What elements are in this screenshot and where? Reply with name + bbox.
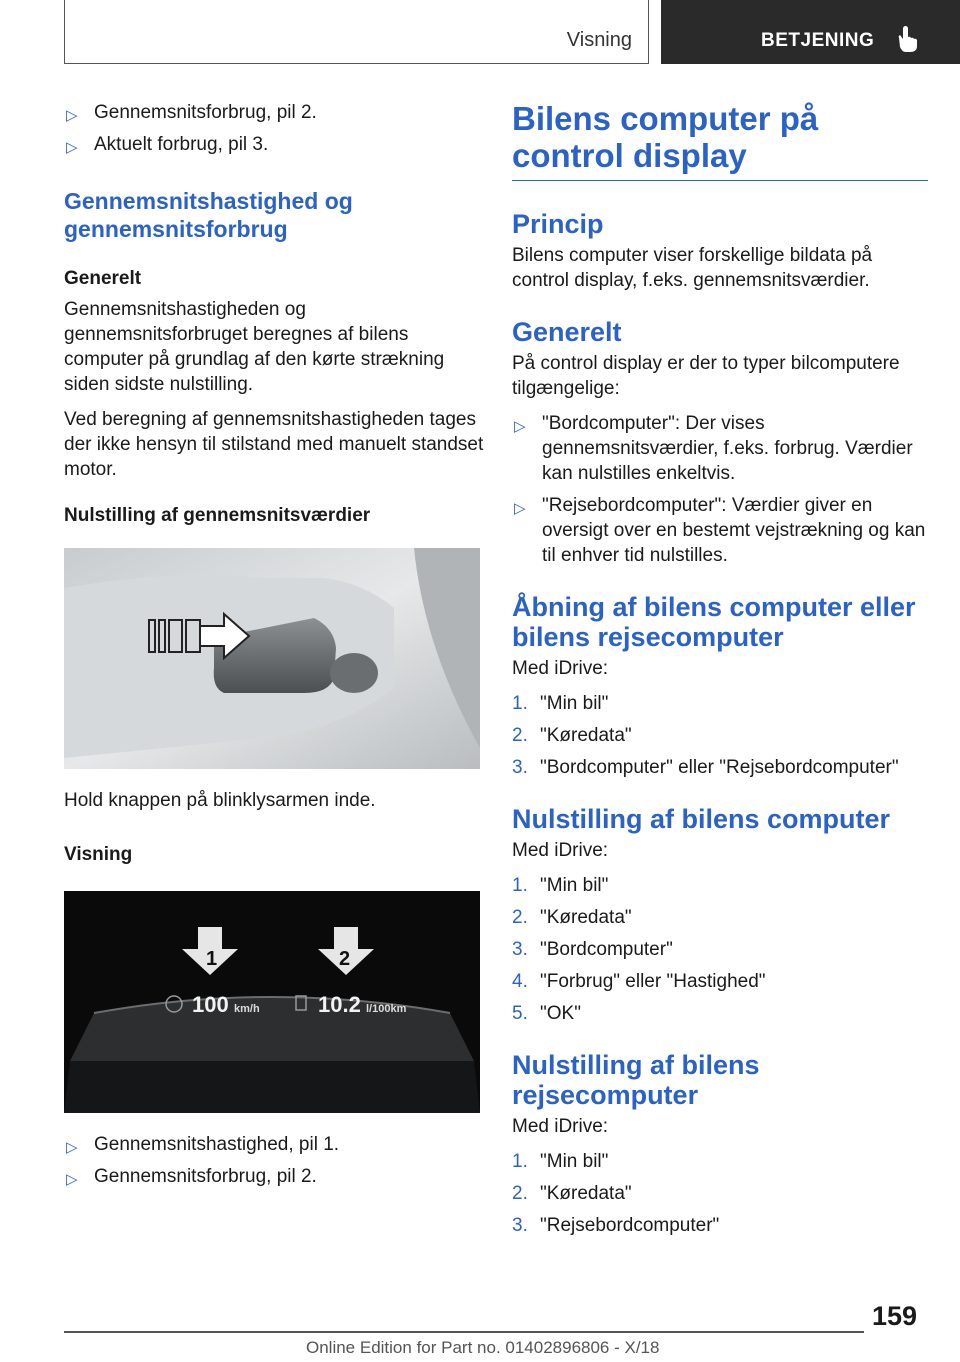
list-item: 4. "Forbrug" eller "Hastighed" <box>512 971 766 992</box>
header-section-title: Visning <box>566 29 632 51</box>
list-item: 2. "Køredata" <box>512 725 632 746</box>
section-heading: Nulstilling af bilens computer <box>512 804 891 834</box>
list-item: 2. "Køredata" <box>512 1183 632 1204</box>
list-item: 1. "Min bil" <box>512 1151 609 1172</box>
footer-edition: Online Edition for Part no. 01402896806 - X/18 <box>306 1338 660 1357</box>
subheading: Visning <box>64 844 133 865</box>
footer-divider <box>64 1331 864 1333</box>
list-item: 1. "Min bil" <box>512 875 609 896</box>
subheading: Nulstilling af gennemsnitsværdier <box>64 505 371 526</box>
consumption-unit: l/100km <box>366 1003 407 1015</box>
instrument-display-image <box>64 891 480 1113</box>
list-item: 2. "Køredata" <box>512 907 632 928</box>
header-section-box <box>64 0 649 64</box>
page-number: 159 <box>872 1301 918 1331</box>
section-heading: Åbning af bilens computer eller bilens rejsecomputer <box>512 592 916 652</box>
header-chapter-box <box>661 0 960 64</box>
section-heading: Nulstilling af bilens rejsecomputer <box>512 1050 760 1110</box>
paragraph: Med iDrive: <box>512 840 609 861</box>
paragraph: Ved beregning af gennemsnitshastigheden tages der ikke hensyn til stilstand med manuelt standset motor. <box>64 409 484 480</box>
figure-caption: Hold knappen på blinklysarmen inde. <box>64 790 376 811</box>
arrow-label: 2 <box>339 948 351 970</box>
list-item: 3. "Bordcomputer" eller "Rejsebordcomputer" <box>512 757 899 778</box>
speed-value: 100 <box>192 992 229 1017</box>
triangle-right-icon: ▷ <box>66 107 78 124</box>
paragraph: Gennemsnitshastigheden og gennemsnitsforbruget beregnes af bilens computer på grundlag af den kørte strækning siden sidste nulstilling. <box>64 299 445 395</box>
speed-unit: km/h <box>234 1003 260 1015</box>
paragraph: Bilens computer viser forskellige bildata på control display, f.eks. gennemsnitsværdier. <box>512 245 873 291</box>
triangle-right-icon: ▷ <box>514 418 526 435</box>
header-chapter-title: BETJENING <box>761 30 875 51</box>
pointing-hand-icon <box>894 24 920 54</box>
triangle-right-icon: ▷ <box>514 500 526 517</box>
list-item: ▷ Gennemsnitsforbrug, pil 2. <box>64 100 484 125</box>
triangle-right-icon: ▷ <box>66 139 78 156</box>
subheading: Generelt <box>64 268 142 289</box>
arrow-label: 1 <box>206 948 218 970</box>
list-item: ▷ "Bordcomputer": Der vises gennemsnitsværdier, f.eks. forbrug. Værdier kan nulstilles enkeltvis. <box>514 413 913 484</box>
list-item: 5. "OK" <box>512 1003 581 1024</box>
triangle-right-icon: ▷ <box>66 1171 78 1188</box>
paragraph: Med iDrive: <box>512 1116 609 1137</box>
page-title: Bilens computer på control display <box>512 100 928 181</box>
section-heading: Generelt <box>512 317 622 347</box>
list-item: ▷ Aktuelt forbrug, pil 3. <box>64 132 484 157</box>
triangle-right-icon: ▷ <box>66 1139 78 1156</box>
list-item: 1. "Min bil" <box>512 693 609 714</box>
list-item: 3. "Rejsebordcomputer" <box>512 1215 720 1236</box>
list-item: 3. "Bordcomputer" <box>512 939 673 960</box>
section-heading: Princip <box>512 209 604 239</box>
paragraph: På control display er der to typer bilcomputere tilgængelige: <box>512 353 900 399</box>
list-item: ▷ "Rejsebordcomputer": Værdier giver en oversigt over en bestemt vejstrækning og kan til enhver tid nulstilles. <box>514 495 926 566</box>
turn-signal-lever-image <box>64 548 480 769</box>
paragraph: Med iDrive: <box>512 658 609 679</box>
left-column <box>64 100 484 1196</box>
section-heading: Gennemsnitshastighed og gennemsnitsforbrug <box>64 188 353 242</box>
list-item: ▷ Gennemsnitsforbrug, pil 2. <box>64 1164 484 1189</box>
list-item: ▷ Gennemsnitshastighed, pil 1. <box>64 1132 484 1157</box>
right-column <box>512 100 928 1245</box>
consumption-value: 10.2 <box>318 992 361 1017</box>
